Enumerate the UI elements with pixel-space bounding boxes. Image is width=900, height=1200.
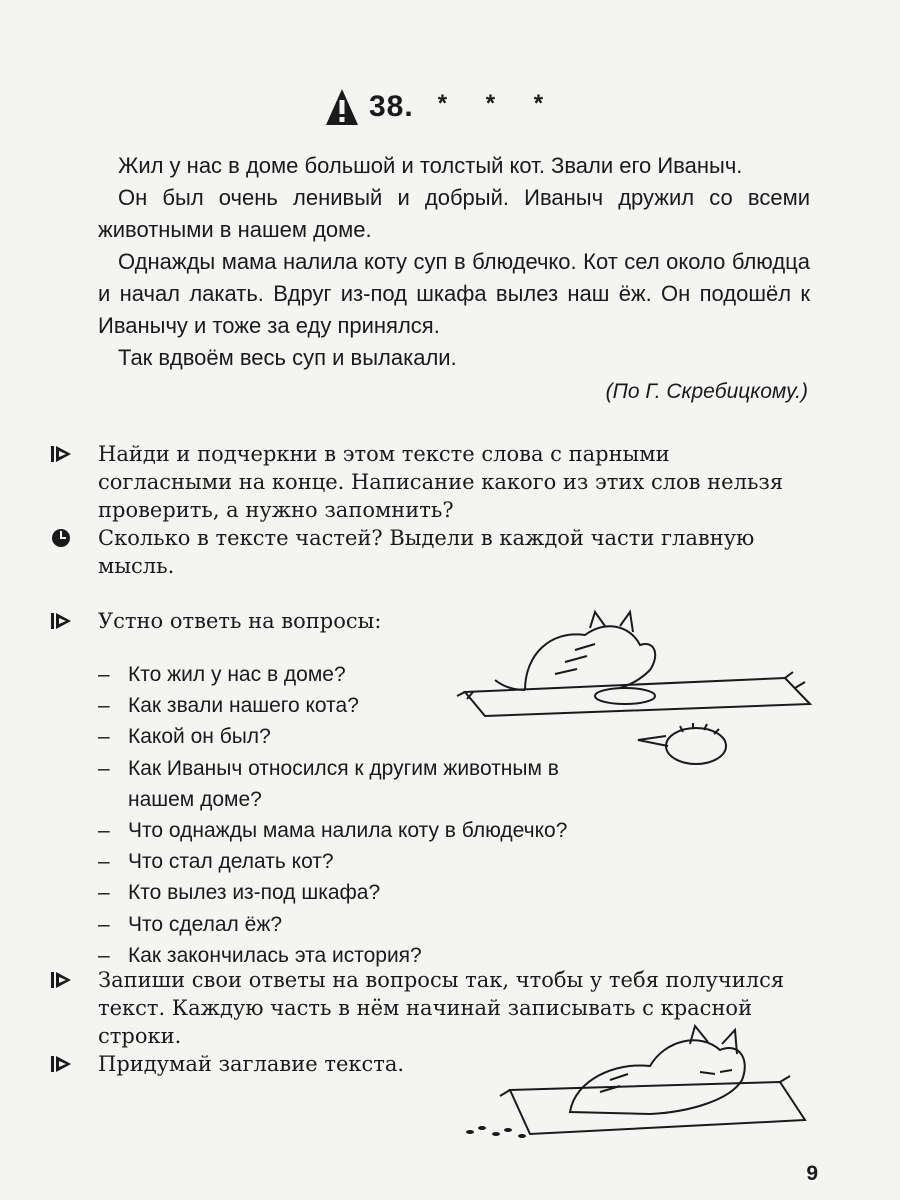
question-dash: –	[98, 850, 110, 874]
exercise-header	[325, 88, 559, 126]
question-text: Кто жил у нас в доме?	[128, 663, 346, 686]
arrow-pointer-icon	[50, 970, 72, 990]
story-paragraph: Так вдвоём весь суп и вылакали.	[118, 345, 457, 370]
task-text: Устно ответь на вопросы:	[98, 609, 382, 633]
title-stars: * * *	[437, 90, 560, 117]
question-item	[98, 753, 628, 815]
attribution: (По Г. Скребицкому.)	[605, 380, 808, 403]
task-text: Запиши свои ответы на вопросы так, чтобы у тебя получился текст. Каждую часть в нём начинай записывать с красной строки.	[98, 968, 785, 1048]
question-item	[98, 721, 698, 752]
question-text: Что однажды мама налила коту в блюдечко?	[128, 819, 568, 843]
arrow-pointer-icon	[50, 1054, 72, 1074]
page-number: 9	[806, 1162, 818, 1185]
exercise-number: 38.	[369, 90, 414, 123]
task-text: Найди и подчеркни в этом тексте слова с парными согласными на конце. Написание какого из этих слов нельзя проверить, а нужно запомнить?	[98, 442, 784, 522]
question-item	[98, 909, 698, 940]
story-paragraph: Однажды мама налила коту суп в блюдечко. Кот сел около блюдца и начал лакать. Вдруг из-под шкафа вылез наш ёж. Он подошёл к Иванычу и тоже за еду принялся.	[98, 249, 810, 338]
question-text: Как Иваныч относился к другим животным в нашем доме?	[128, 756, 559, 811]
question-dash: –	[98, 881, 110, 905]
question-text: Что сделал ёж?	[128, 912, 283, 936]
question-text: Что стал делать кот?	[128, 850, 334, 874]
warning-triangle-icon	[325, 88, 359, 126]
question-dash: –	[98, 663, 110, 686]
story-paragraph: Жил у нас в доме большой и толстый кот. Звали его Иваныч.	[118, 153, 743, 178]
question-text: Какой он был?	[128, 725, 271, 749]
sleeping-cat-illustration	[450, 1020, 810, 1140]
clock-circle-icon	[50, 528, 72, 548]
question-text: Как закончилась эта история?	[128, 943, 422, 967]
question-item	[98, 846, 698, 877]
arrow-pointer-icon	[50, 444, 72, 464]
question-dash: –	[98, 725, 110, 749]
story-paragraph: Он был очень ленивый и добрый. Иваныч дружил со всеми животными в нашем доме.	[98, 185, 810, 242]
question-dash: –	[98, 819, 110, 843]
question-dash: –	[98, 912, 110, 936]
question-item	[98, 815, 698, 846]
hedgehog-illustration	[628, 720, 738, 770]
question-text: Как звали нашего кота?	[128, 694, 359, 718]
cat-drinking-illustration	[455, 600, 815, 720]
story-text	[98, 150, 810, 374]
question-dash: –	[98, 694, 110, 718]
task-item	[50, 440, 810, 524]
task-item	[50, 524, 810, 580]
arrow-pointer-icon	[50, 611, 72, 631]
question-item	[98, 877, 698, 908]
question-dash: –	[98, 756, 110, 780]
task-text: Придумай заглавие текста.	[98, 1052, 405, 1076]
question-dash: –	[98, 943, 110, 967]
question-text: Кто вылез из-под шкафа?	[128, 881, 381, 905]
task-text: Сколько в тексте частей? Выдели в каждой части главную мысль.	[98, 526, 755, 578]
